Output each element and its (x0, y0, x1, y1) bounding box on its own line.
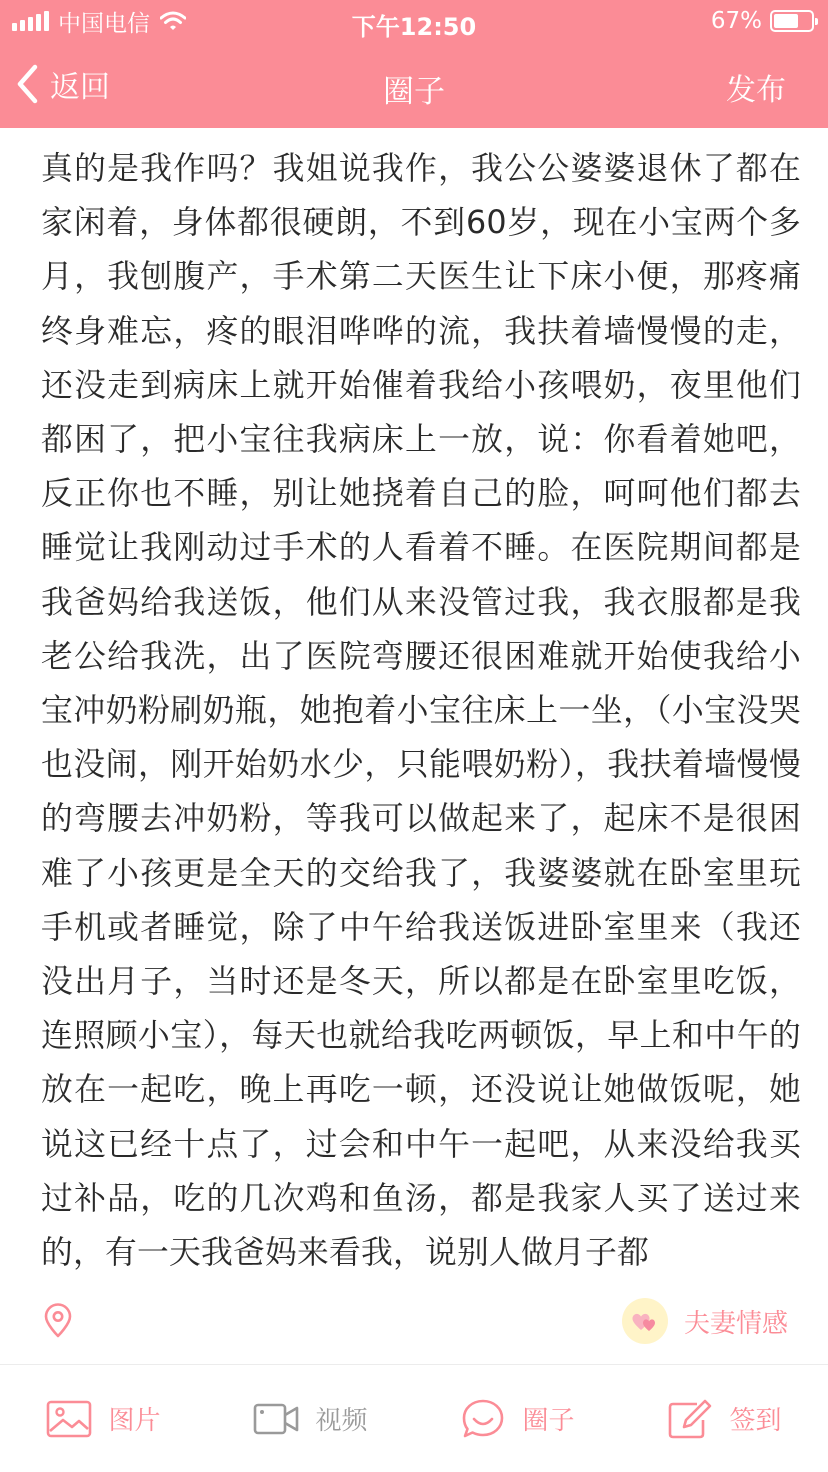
checkin-edit-icon (667, 1398, 713, 1440)
toolbar-circle-button[interactable] (414, 1365, 621, 1472)
toolbar-circle-label: 圈子 (522, 1406, 575, 1436)
toolbar-checkin-label: 签到 (729, 1406, 782, 1436)
status-time: 下午12:50 (351, 13, 477, 41)
battery-icon (770, 10, 814, 32)
location-pin-icon[interactable] (42, 1303, 74, 1339)
circle-chat-icon (460, 1398, 506, 1440)
toolbar-video-label: 视频 (315, 1406, 368, 1436)
video-icon (253, 1398, 299, 1440)
status-bar (0, 0, 828, 42)
toolbar-image-button[interactable] (0, 1365, 207, 1472)
nav-bar (0, 42, 828, 128)
topic-tag[interactable] (622, 1298, 788, 1344)
status-right (711, 7, 814, 35)
hearts-icon (630, 1309, 660, 1333)
app-header (0, 0, 828, 128)
toolbar-checkin-button[interactable] (621, 1365, 828, 1472)
bottom-toolbar (0, 1365, 828, 1472)
toolbar-video-button[interactable] (207, 1365, 414, 1472)
post-meta-row (0, 1296, 828, 1364)
publish-button[interactable]: 发布 (726, 73, 786, 108)
toolbar-image-label: 图片 (108, 1406, 161, 1436)
tag-label: 夫妻情感 (683, 1308, 788, 1339)
tag-badge (622, 1298, 668, 1344)
post-body-text[interactable]: 真的是我作吗？我姐说我作，我公公婆婆退休了都在家闲着，身体都很硬朗，不到60岁，现在小宝两个多月，我刨腹产，手术第二天医生让下床小便，那疼痛终身难忘，疼的眼泪哗哗的流，我扶着墙慢慢的走，还没走到病床上就开始催着我给小孩喂奶，夜里他们都困了，把小宝往我病床上一放，说：你看着她吧，反正你也不睡，别让她挠着自己的脸，呵呵他们都去睡觉让我刚动过手术的人看着不睡。在医院期间都是我爸妈给我送饭，他们从来没管过我，我衣服都是我老公给我洗，出了医院弯腰还很困难就开始使我给小宝冲奶粉刷奶瓶，她抱着小宝往床上一坐，（小宝没哭也没闹，刚开始奶水少，只能喂奶粉），我扶着墙慢慢的弯腰去冲奶粉，等我可以做起来了，起床不是很困难了小孩更是全天的交给我了，我婆婆就在卧室里玩手机或者睡觉，除了中午给我送饭进卧室里来（我还没出月子，当时还是冬天，所以都是在卧室里吃饭，连照顾小宝），每天也就给我吃两顿饭，早上和中午的放在一起吃，晚上再吃一顿，还没说让她做饭呢，她说这已经十点了，过会和中午一起吧，从来没给我买过补品，吃的几次鸡和鱼汤，都是我家人买了送过来的，有一天我爸妈来看我，说别人做月子都 (41, 150, 801, 1272)
image-icon (46, 1398, 92, 1440)
chevron-left-icon (16, 64, 38, 104)
page-title: 圈子 (383, 74, 445, 110)
post-editor[interactable] (41, 142, 801, 1297)
back-button[interactable] (16, 62, 110, 106)
carrier-label: 中国电信 (58, 10, 150, 37)
battery-percent: 67% (710, 8, 762, 34)
back-label: 返回 (50, 70, 110, 105)
battery-level (774, 14, 798, 28)
battery-cap (815, 18, 818, 25)
